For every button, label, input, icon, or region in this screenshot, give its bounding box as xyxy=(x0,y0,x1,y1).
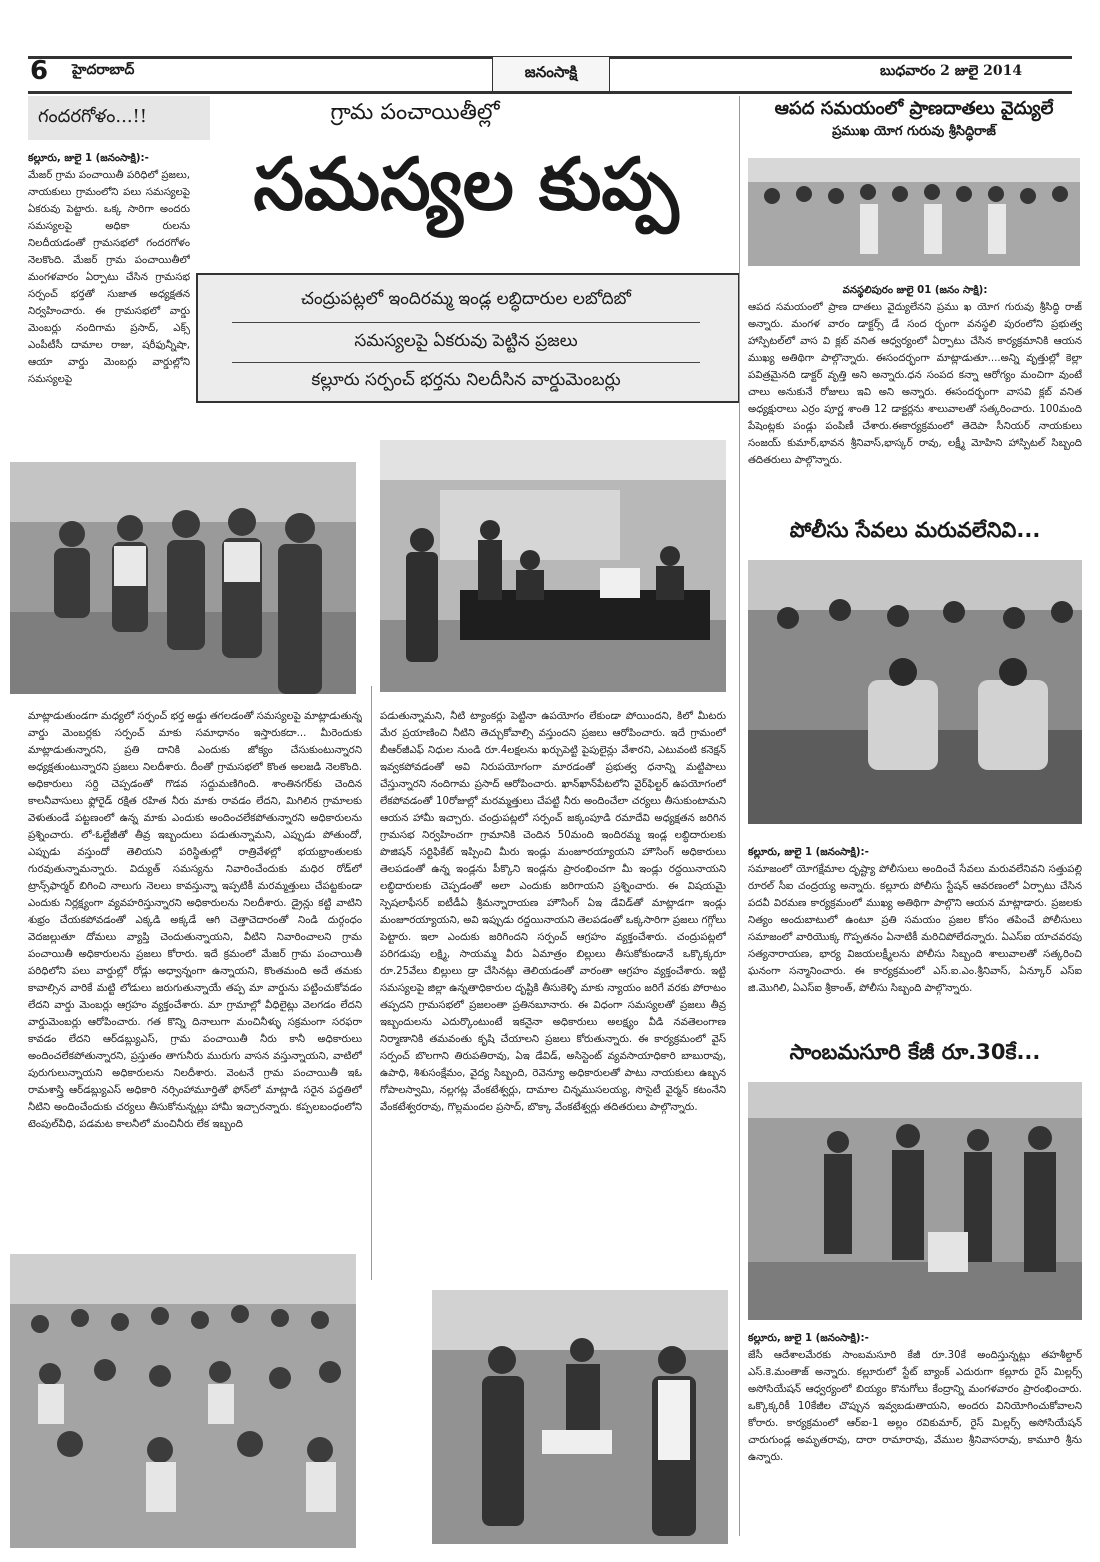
rice-body xyxy=(748,1330,1082,1544)
rice-distribution-photo xyxy=(748,1082,1082,1320)
yoga-text: ఆపద సమయంలో ప్రాణ దాతలు వైద్యులేనని ప్రము ఖ యోగ గురువు శ్రీసిద్ధి రాజ్ అన్నారు. మంగళ వారం డాక్టర్స్ డే సంద ర్భంగా వనస్థలి పురంలోని ప్రభుత్వ హాస్పిటల్‌లో వాస వి క్లబ్ వనిత ఆధ్వర్యంలో ఏర్పాటు చేసిన కార్యక్రమానికి ఆయన ముఖ్య అతిథిగా పాల్గొన్నారు. ఈసందర్భంగా మాట్లాడుతూ....అన్ని వృత్తుల్లో కెల్లా పవిత్రమైనది డాక్టర్ వృత్తి అని అన్నారు.ధన సంపద కన్నా ఆరోగ్యం మంచిగా వుంటే చాలు అనుకునే రోజులు ఇవి అని అన్నారు. ఈసందర్భంగా వాసవి క్లబ్ వనిత అధ్యక్షురాలు ఎర్రం పూర్ణ శాంతి 12 డాక్టర్లను శాలువాలతో సత్కరించారు. 100మంది పేషెంట్లకు పండ్లు పంపిణీ చేశారు.ఈకార్యక్రమంలో తెదెపా సీనియర్ నాయకులు సంజయ్ కుమార్,భావన శ్రీనివాస్,భాస్కర్ రావు, లక్ష్మీ మోహిని హాస్పిటల్ సిబ్బంది తదితరులు పాల్గొన్నారు. xyxy=(748,302,1082,466)
headline-kicker: గ్రామ పంచాయితీల్లో xyxy=(330,100,500,125)
main-intro-text: మేజర్ గ్రామ పంచాయితీ పరిధిలో ప్రజలు, నాయకులు గ్రామంలోని పలు సమస్యలపై ఏకరువు పెట్టారు. ఒక్క సారిగా అందరు సమస్యలపై అధికా రులను నిలదీయడంతో గ్రామసభలో గందరగోళం నెలకొంది. మేజర్ గ్రామ పంచాయితీలో మంగళవారం ఏర్పాటు చేసిన గ్రామసభ సర్పంచ్ భర్తతో సుజాత అధ్యక్షతన నిర్వహించారు. ఈ గ్రామసభలో వార్డు మెంబర్లు నందిగామ ప్రసాద్, ఎక్స్ ఎంపీటీసీ దామాల రాజు, షరీఫున్నీషా, ఆయా వార్డు మెంబర్లు వార్డుల్లోని సమస్యలపై xyxy=(28,170,190,385)
main-body-col1: మాట్లాడుతుండగా మధ్యలో సర్పంచ్ భర్త అడ్డు తగలడంతో సమస్యలపై మాట్లాడుతున్న వార్డు మెంబర్లకు సర్పంచ్ మాకు సమాధానం ఇస్తారుకదా... మీరెందుకు మాట్లాడుతున్నారని, ప్రతి దానికి ఎందుకు జోక్యం చేసుకుంటున్నారని అధ్యక్షతుంటున్నారని ప్రజలు నిలదీశారు. దీంతో గ్రామసభలో కొంత అలజడి నెలకొంది. అధికారులు సర్ది చెప్పడంతో గొడవ సద్దుమణిగింది. శాంతినగర్‌కు చెందిన కాలనీవాసులు ఫ్లోరైడ్ రక్షిత రహిత నీరు మాకు రావడం లేదని, మిగిలిన గ్రామాలకు వెళుతుండే పట్టణంలో ఉన్న మాకు ఎందుకు అందించలేకపోతున్నారని అధికారులను ప్రశ్నించారు. లో-ఓల్టేజీతో తీవ్ర ఇబ్బందులు పడుతున్నామని, ఎప్పుడు పోతుందో, ఎప్పుడు వస్తుందో తెలియని పరిస్థితుల్లో రాత్రివేళల్లో భయభ్రాంతులకు గురవుతున్నామన్నారు. విద్యుత్ సమస్యను నివారించేందుకు మధిర రోడ్‌లో ట్రాన్స్‌ఫార్మర్‌ బిగించి నాలుగు నెలలు కావస్తున్నా ఇప్పటికీ మరమ్మత్తులు చేపట్టకుండా ఎందుకు నిర్లక్ష్యంగా వ్యవహరిస్తున్నారని అధికారులను నిలదీశారు. డ్రైన్లు కట్టి వాటిని శుభ్రం చేయకపోవడంతో ఎక్కడి అక్కడే ఆగి చెత్తాచెదారంతో నిండి దుర్గంధం వెదజల్లుతూ దోమలు వ్యాప్తి చెందుతున్నాయని, వీటిని నివారించాలని గ్రామ పంచాయితీ అధికారులను ప్రజలు కోరారు. ఇదే క్రమంలో మేజర్ గ్రామ పంచాయితీ పరిధిలోని పలు వార్డుల్లో రోడ్లు అధ్వాన్నంగా ఉన్నాయని, కొంతమంది అదే తమకు కావాల్సిన వారికే మట్టి లోడులు జరుగుతున్నాయే తప్ప మా వార్డును పట్టించుకోవడం లేదని వార్డు మెంబర్లు ఆగ్రహం వ్యక్తంచేశారు. మా గ్రామాల్లో వీధిలైట్లు వెలగడం లేదని వార్డుమెంబర్లు ఆరోపించారు. గత కొన్ని దినాలుగా మంచినీళ్ళు సక్రమంగా సరఫరా కావడం లేదని ఆర్‌డబ్ల్యుఎస్, గ్రామ పంచాయితీ నీరు కానీ అధికారులు అందించలేకపోతున్నారని, ప్రస్తుతం తాగునీరు మురుగు వాసన వస్తున్నాయని, వాటిలో పురుగులున్నాయని అధికారులను నిలదీశారు. వెంటనే గ్రామ పంచాయితీ ఇఓ రామశాస్త్రి ఆర్‌డబ్ల్యుఎస్ అధికారి నర్సింహామూర్తితో ఫోన్‌లో మాట్లాడి సరైన పద్ధతిలో నీటిని అందించేందుకు చర్యలు తీసుకోనున్నట్లు హామీ ఇచ్చారన్నారు. కప్పలబంధంలోని టెంపుల్‌వీధి, పడమట కాలనీలో మంచినీరు లేక ఇబ్బంది xyxy=(28,711,362,1130)
yoga-body xyxy=(748,282,1082,510)
page-number: 6 xyxy=(30,56,49,86)
column-rule xyxy=(371,686,372,1280)
newspaper-logo: జనంసాక్షి xyxy=(492,56,610,92)
main-headline: సమస్యల కుప్ప xyxy=(253,141,679,226)
kicker-left: గందరగోళం...!! xyxy=(28,96,210,140)
subhead-2: సమస్యలపై ఏకరువు పెట్టిన ప్రజలు xyxy=(354,331,578,351)
yoga-headline: ఆపద సమయంలో ప్రాణదాతలు వైద్యులే xyxy=(774,98,1054,119)
issue-date: బుధవారం 2 జులై 2014 xyxy=(880,63,1023,79)
main-dateline: కల్లూరు, జులై 1 (జనంసాక్షి):- xyxy=(28,153,149,164)
police-body xyxy=(748,844,1082,1034)
yoga-dateline: వనస్థలిపురం జులై 01 (జనం సాక్షి): xyxy=(842,285,988,296)
subhead-1: చంద్రుపట్లలో ఇందిరమ్మ ఇండ్ల లబ్ధిదారుల లబోదిబో xyxy=(301,289,631,309)
yoga-subhead: ప్రముఖ యోగ గురువు శ్రీసిద్ధిరాజ్ xyxy=(832,124,996,139)
retirement-ceremony-photo xyxy=(748,560,1082,824)
subhead-divider xyxy=(232,362,700,363)
police-headline: పోలీసు సేవలు మరువలేనివి... xyxy=(789,518,1041,542)
subhead-3: కల్లూరు సర్పంచ్ భర్తను నిలదీసిన వార్డుమెంబర్లు xyxy=(311,370,621,390)
police-text: సమాజంలో యోగక్షేమాల దృష్ట్యా పోలీసులు అందించే సేవలు మరువలేనివని సత్తుపల్లి రూరల్ సీఐ చంద్రయ్య అన్నారు. కల్లూరు పోలీసు స్టేషన్ ఆవరణంలో ఏర్పాటు చేసిన పదవీ విరమణ కార్యక్రమంలో ముఖ్య అతిథిగా పాల్గొని ఆయన మాట్లాడారు. ప్రజలకు నిత్యం అందుబాటులో ఉంటూ ప్రతి సమయం ప్రజల కోసం తపించే పోలీసులు సమాజంలో వారియొక్క గొప్పతనం ఏనాటికీ మరిచిపోలేదన్నారు. ఏఎస్ఐ యాచవరపు సత్యనారాయణ, భార్య విజయలక్ష్మీలను పోలీసు సిబ్బంది శాలువాలతో సత్కరించి ఘనంగా సన్మానించారు. ఈ కార్యక్రమంలో ఎస్.ఐ.ఎం.శ్రీనివాస్, ఏన్కూర్ ఎస్ఐ జి.మొగిలి, ఏఎస్ఐ శ్రీకాంత్, పోలీసు సిబ్బంది పాల్గొన్నారు. xyxy=(748,864,1082,994)
grama-sabha-photo xyxy=(380,440,726,692)
column-rule xyxy=(739,96,740,1536)
main-body-col2: పడుతున్నామని, నీటి ట్యాంకర్లు పెట్టినా ఉపయోగం లేకుండా పోయిందని, కిలో మీటరు మేర ప్రయాణించి నీటిని తెచ్చుకోవాల్సి వస్తుందని ప్రజలు ఆరోపించారు. ఇదే గ్రామంలో బీఆర్‌జీఎఫ్ నిధుల నుండి రూ.4లక్షలను ఖర్చుపెట్టి పైపులైన్లు వేశారని, ఎటువంటి కనెక్షన్ ఇవ్వకపోవడంతో అవి నిరుపయోగంగా మారడంతో ప్రభుత్వ ధనాన్ని మట్టిపాలు చేస్తున్నారని నందిగామ ప్రసాద్ ఆరోపించారు. ఖాన్‌ఖాన్‌పేటలోని వైర్‌ఫిల్టర్ ఉపయోగంలో లేకపోవడంతో 10రోజుల్లో మరమ్మత్తులు చేపట్టి నీరు అందించేలా చర్యలు తీసుకుంటామని ఆయన హామీ ఇచ్చారు. చంద్రుపట్లలో సర్పంచ్ జక్కంపూడి రమాదేవి అధ్యక్షతన జరిగిన గ్రామసభ నిర్వహించగా గ్రామానికి చెందిన 50మంది ఇందిరమ్మ ఇండ్ల లబ్ధిదారులకు పొజిషన్ సర్టిఫికేట్ ఇప్పించి మీరు ఇండ్లు మంజూరయ్యాయని హౌసింగ్ అధికారులు తెలపడంతో ఉన్న ఇండ్లను పీక్కొని ఇండ్లను ప్రారంభించగా మీ ఇండ్లు రద్దయినాయని లబ్ధిదారులకు చెప్పడంతో అలా ఎందుకు జరిగాయని ప్రశ్నించారు. ఈ విషయమై స్పెషలాఫీసర్ ఐటీడీఏ శ్రీమన్నారాయణ హౌసింగ్ ఏఇ డేవిడ్‌తో మాట్లాడగా ఇండ్లు మంజూరయ్యాయని, అవి ఇప్పుడు రద్దయినాయని తెలపడంతో ఒక్కసారిగా ప్రజలు గగ్గోలు పెట్టారు. ఇలా ఎందుకు జరిగిందని సర్పంచ్ ఆగ్రహం వ్యక్తంచేశారు. చంద్రుపట్లలో పరిగడుపు లక్ష్మి, సాయమ్మ వీరు ఏమాత్రం బిల్లులు తీసుకోకుండానే ఒక్కొక్కరూ రూ.25వేలు బిల్లులు డ్రా చేసినట్లు తెలియడంతో వారంతా ఆగ్రహం వ్యక్తంచేశారు. ఇట్టి సమస్యలపై జిల్లా ఉన్నతాధికారుల దృష్టికి తీసుకెళ్ళి మాకు న్యాయం జరిగే వరకు పోరాటం తప్పదని గ్రామసభలో ప్రజలంతా ప్రతినబూనారు. ఈ విధంగా సమస్యలతో ప్రజలు తీవ్ర ఇబ్బందులను ఎదుర్కొంటుంటే ఇకనైనా అధికారులు అలక్ష్యం వీడి నవతెలంగాణ నిర్మాణానికి తమవంతు కృషి చేయాలని ప్రజలు కోరుతున్నారు. ఈ కార్యక్రమంలో వైస్ సర్పంచ్ బొలగాని తిరుపతిరావు, ఏఇ డేవిడ్, అసిస్టెంట్ వ్యవసాయాధికారి బాబురావు, ఉపాధి, శిశుసంక్షేమం, వైద్య సిబ్బంది, రెవెన్యూ అధికారులతో పాటు నాయకులు ఉబ్బన గోపాలస్వామి, నల్లగట్ల వేంకటేశ్వర్లు, దామాల చిన్నముసలయ్య, సొసైటీ వైర్మన్ కటంనేని వేంకటేశ్వరరావు, గొల్లమందల ప్రసాద్, బొక్కా వేంకటేశ్వర్లు తదితరులు పాల్గొన్నారు. xyxy=(380,711,726,1113)
certificate-handover-photo xyxy=(432,1290,728,1544)
crowd-discussion-photo xyxy=(10,462,356,694)
subhead-divider xyxy=(232,322,700,323)
rice-text: జేసీ ఆదేశాలమేరకు సాంబమసూరి కేజీ రూ.30కే అందిస్తున్నట్లు తహశీల్దార్ ఎస్.కె.మంతాజ్ అన్నారు. కల్లూరులో స్టేట్ బ్యాంక్ ఎదురుగా కల్లూరు రైస్ మిల్లర్స్ అసోసియేషన్ ఆధ్వర్యంలో బియ్యం కొనుగోలు కేంద్రాన్ని మంగళవారం ప్రారంభించారు. ఒక్కొక్కరికీ 10కేజీల చొప్పున ఇవ్వబడుతాయని, అందరు వినియోగించుకోవాలని కోరారు. కార్యక్రమంలో ఆర్ఐ-1 అల్లం రవికుమార్, రైస్ మిల్లర్స్ అసోసియేషన్ చారుగుండ్ల అమృతరావు, దారా రామారావు, వేముల శ్రీనివాసరావు, కామూరి శ్రీను ఉన్నారు. xyxy=(748,1350,1082,1463)
main-intro xyxy=(28,150,190,404)
rice-dateline: కల్లూరు, జులై 1 (జనంసాక్షి):- xyxy=(748,1333,869,1344)
group-photo xyxy=(748,158,1080,266)
edition-city: హైదరాబాద్ xyxy=(72,62,135,78)
police-dateline: కల్లూరు, జులై 1 (జనంసాక్షి):- xyxy=(748,847,869,858)
audience-photo xyxy=(10,1254,356,1548)
rice-headline: సాంబమసూరి కేజీ రూ.30కే... xyxy=(789,1040,1041,1064)
